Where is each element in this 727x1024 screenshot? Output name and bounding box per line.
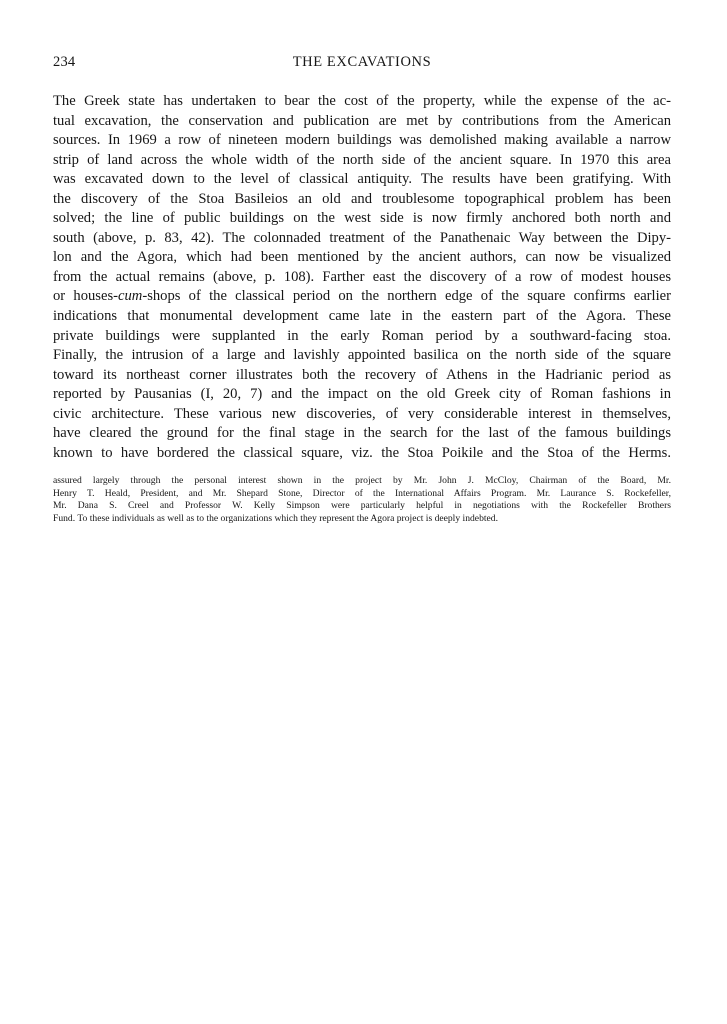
page [53, 54, 671, 525]
footnote-line: Fund. To these individuals as well as to the organizations which they represent the Agora project is deeply indebted. [53, 512, 498, 524]
running-head [53, 54, 671, 76]
footnote [53, 475, 671, 525]
page-number: 234 [53, 54, 76, 70]
body-line: lon and the Agora, which had been mentioned by the ancient authors, can now be visualized [53, 249, 671, 266]
footnote-line: assured largely through the personal interest shown in the project by Mr. John J. McCloy, Chairman of the Board, Mr. [53, 475, 671, 487]
footnote-line: Henry T. Heald, President, and Mr. Shepard Stone, Director of the International Affairs Program. Mr. Laurance S. Rockefeller, [53, 487, 671, 499]
body-line: private buildings were supplanted in the early Roman period by a southward-facing stoa. [53, 327, 671, 344]
body-line: solved; the line of public buildings on the west side is now firmly anchored both north and [53, 210, 671, 227]
body-paragraph [53, 92, 671, 463]
body-line: civic architecture. These various new discoveries, of very considerable interest in themselves, [53, 405, 671, 422]
body-line: Finally, the intrusion of a large and lavishly appointed basilica on the north side of the square [53, 347, 671, 364]
body-line: indications that monumental development came late in the eastern part of the Agora. These [53, 308, 671, 325]
body-line: from the actual remains (above, p. 108). Farther east the discovery of a row of modest houses [53, 268, 671, 285]
body-line: or houses-cum-shops of the classical period on the northern edge of the square confirms earlier [53, 288, 671, 305]
body-line: The Greek state has undertaken to bear the cost of the property, while the expense of the ac- [53, 93, 671, 109]
body-line: sources. In 1969 a row of nineteen modern buildings was demolished making available a narrow [53, 132, 671, 149]
body-line: reported by Pausanias (I, 20, 7) and the impact on the old Greek city of Roman fashions in [53, 386, 671, 403]
body-line: toward its northeast corner illustrates both the recovery of Athens in the Hadrianic period as [53, 366, 671, 383]
body-line: have cleared the ground for the final stage in the search for the last of the famous buildings [53, 425, 671, 442]
footnote-line: Mr. Dana S. Creel and Professor W. Kelly Simpson were particularly helpful in negotiations with the Rockefeller Brothers [53, 500, 671, 512]
body-line: south (above, p. 83, 42). The colonnaded treatment of the Panathenaic Way between the Dipy- [53, 229, 671, 246]
running-title: THE EXCAVATIONS [292, 54, 432, 70]
body-line: strip of land across the whole width of the north side of the ancient square. In 1970 this area [53, 151, 671, 168]
body-line: the discovery of the Stoa Basileios an old and troublesome topographical problem has been [53, 190, 671, 207]
body-line: tual excavation, the conservation and publication are met by contributions from the American [53, 112, 671, 129]
body-line: known to have bordered the classical square, viz. the Stoa Poikile and the Stoa of the Herms. [53, 444, 671, 461]
body-line: was excavated down to the level of classical antiquity. The results have been gratifying. With [53, 171, 671, 188]
